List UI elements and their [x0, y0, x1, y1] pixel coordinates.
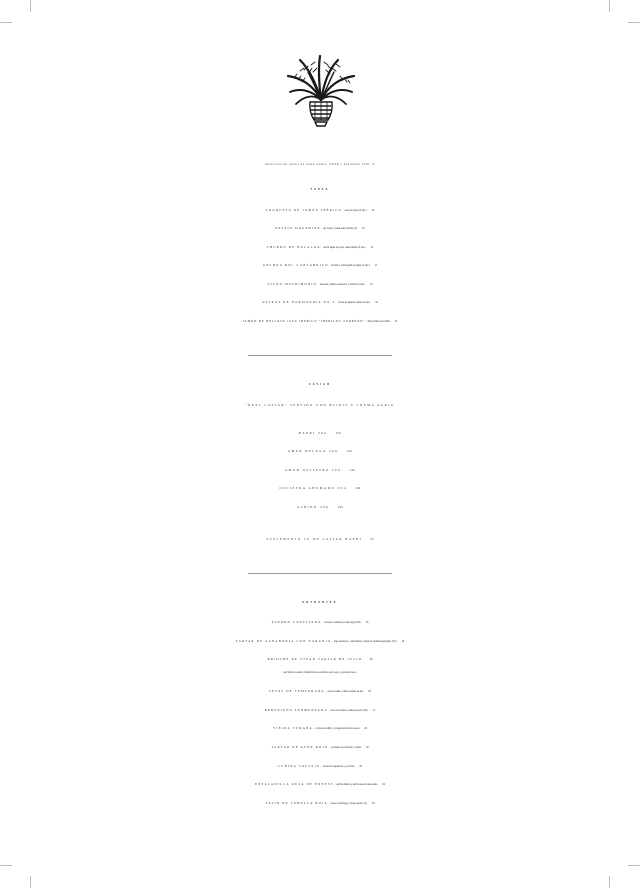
menu-item — [0, 657, 640, 661]
caviar-item — [0, 486, 640, 490]
section-divider — [248, 573, 392, 574]
item-name: TARTAR DE ATÚN ROJO. — [271, 745, 331, 749]
item-price: 34 — [375, 302, 378, 304]
section-divider — [248, 355, 392, 356]
item-desc: brioche y mantequilla de algas (4 uds.) — [331, 265, 370, 267]
item-name: GILDA MATRIMONIO. — [267, 282, 320, 286]
crop-mark — [628, 865, 640, 866]
item-name: ENSALADILLA RUSA DE ERNEST. — [255, 782, 336, 786]
crop-mark — [0, 865, 12, 866]
menu-item — [0, 300, 640, 304]
item-price: 14 — [369, 284, 373, 286]
item-name: PUERRO CONFITADO. — [271, 620, 324, 624]
item-desc: sal de algas peri-peri, salsa tártara (4 uds.) — [323, 247, 366, 249]
menu-item — [0, 639, 640, 643]
item-name: BRIOCHE DE STEAK TARTAR DE JULIO. — [267, 657, 365, 661]
item-price: 14 — [371, 210, 375, 212]
item-name: PATATA DAUPHINE. — [275, 226, 323, 230]
caviar-price: 125 — [335, 432, 342, 435]
item-name: JAMÓN DE BELLOTA 100% IBÉRICO "IBÉRICOS TORREÓN". — [242, 319, 368, 323]
palm-plant-icon — [284, 54, 358, 128]
crop-mark — [0, 22, 12, 23]
caviar-name: AMUR OSCIETRA 30G — [285, 468, 342, 472]
menu-item — [0, 708, 640, 712]
caviar-item — [0, 431, 640, 435]
item-desc: ajo negro y salsa brava (4uds) (V) — [323, 228, 358, 230]
menu-item — [0, 208, 640, 212]
item-desc: consomé vegetal frío y uva tinta — [322, 766, 355, 768]
item-price: 14 — [370, 247, 374, 249]
item-desc: 80g cortado al cuchillo — [367, 321, 390, 323]
caviar-price: 145 — [349, 469, 355, 472]
item-price: 10 — [362, 228, 365, 230]
item-price: 18 — [365, 622, 369, 624]
item-name: SETAS DE TEMPORADA. — [269, 689, 327, 693]
menu-item — [0, 689, 640, 693]
item-name: CHURRO DE BACALAO. — [266, 245, 323, 249]
crop-mark — [609, 876, 610, 888]
caviar-name: AMUR BELUGA 30G — [287, 449, 339, 453]
item-name: TARTAR DE ZANAHORIA CON NARANJA. — [235, 639, 334, 643]
menu-item — [0, 319, 640, 323]
menu-item — [0, 764, 640, 768]
supplement-name: SUPLEMENTO 5G DE CAVIAR BAERI — [266, 537, 363, 541]
item-desc: aceituna, piparra, boquerón y anchoa (4 uds.) — [319, 284, 365, 286]
crop-mark — [628, 22, 640, 23]
menu-item — [0, 263, 640, 267]
bread-selection-price: 6 — [372, 163, 375, 166]
menu-item — [0, 782, 640, 786]
item-name: VIEIRA CURADA. — [273, 726, 316, 730]
caviar-price: 145 — [346, 450, 353, 453]
caviar-name: ALBINO 30G — [296, 505, 330, 509]
item-desc: crema de piparra, caviar (4 uds.) — [338, 302, 371, 304]
section-title-caviar: CAVIAR — [308, 383, 332, 386]
menu-item — [0, 726, 640, 730]
item-price: 29 — [382, 784, 385, 786]
item-name: OSTRAS DE NORMANDÍA NO.3. — [262, 300, 338, 304]
item-desc: emulsión de pimentón y caviar — [330, 747, 362, 749]
menu-item — [0, 245, 640, 249]
menu-item — [0, 282, 640, 286]
item-desc: romesco, avellana y trufa negra (VG) — [324, 622, 361, 624]
item-price: 41 — [394, 321, 398, 323]
item-desc: yema curada y caldo tostado de ave — [327, 691, 364, 693]
item-price: 23 — [364, 728, 367, 730]
item-name: ANCHOA DEL CANTÁBRICO. — [262, 263, 331, 267]
menu-item — [0, 226, 640, 230]
item-price: 17 — [374, 265, 378, 267]
caviar-item — [0, 449, 640, 453]
caviar-price: 190 — [355, 487, 361, 490]
item-price: 25 — [359, 766, 362, 768]
item-desc: gamba blanca y alioli suave de ajo asado — [336, 784, 378, 786]
item-name: LUBINA SALVAJE. — [278, 764, 323, 768]
crop-mark — [609, 0, 610, 12]
supplement-price: 20 — [370, 538, 374, 541]
item-name: CROQUETA DE JAMÓN IBÉRICO. — [265, 208, 344, 212]
item-subline: pan brioche tostado, champiñones encurtidos, ajo negro y yema de huevo — [283, 672, 357, 674]
item-desc: queso manchego y brotes ácidos (V) — [330, 803, 367, 805]
bread-selection-text: Selección de panes de masa madre, AOVE y aceitunas (VG) — [265, 163, 370, 166]
item-price: 16 — [401, 641, 405, 643]
item-price: 20 — [368, 691, 371, 693]
item-price: 18 — [371, 803, 375, 805]
crop-mark — [30, 876, 31, 888]
bread-selection-line — [0, 163, 640, 166]
section-title-entrantes: ENTRANTES — [302, 601, 338, 604]
caviar-item — [0, 468, 640, 472]
item-desc: crema de coliflor y vinagreta de frutos secos — [315, 728, 360, 730]
caviar-subtitle: "REAL CAVIAR" SERVIDO CON BLINIS Y CREMA AGRIA — [245, 403, 395, 407]
menu-item — [0, 801, 640, 805]
item-desc: puré de boniato y salsa peri-peri (VG) — [330, 710, 368, 712]
caviar-supplement — [0, 537, 640, 541]
item-price: 17 — [372, 710, 376, 712]
item-price: 29 — [369, 659, 373, 661]
item-desc: velo de tocino (4 uds.) — [344, 210, 367, 212]
crop-mark — [30, 0, 31, 12]
item-desc: trigo sarraceno, capuchinas y salsa de zanahoria-jengibre (VG) — [334, 641, 397, 643]
caviar-item — [0, 505, 640, 509]
caviar-price: 245 — [337, 506, 344, 509]
item-price: 33 — [366, 747, 369, 749]
caviar-name: BAERI 30G — [298, 431, 328, 435]
caviar-name: OSCIETRA AHUMADO 30G — [279, 486, 348, 490]
item-name: BERENJENA FERMENTADA. — [264, 708, 330, 712]
menu-item — [0, 745, 640, 749]
section-title-tapas: TAPAS — [310, 188, 330, 191]
menu-item — [0, 620, 640, 624]
item-name: TATÍN DE CEBOLLA ROJA. — [265, 801, 330, 805]
